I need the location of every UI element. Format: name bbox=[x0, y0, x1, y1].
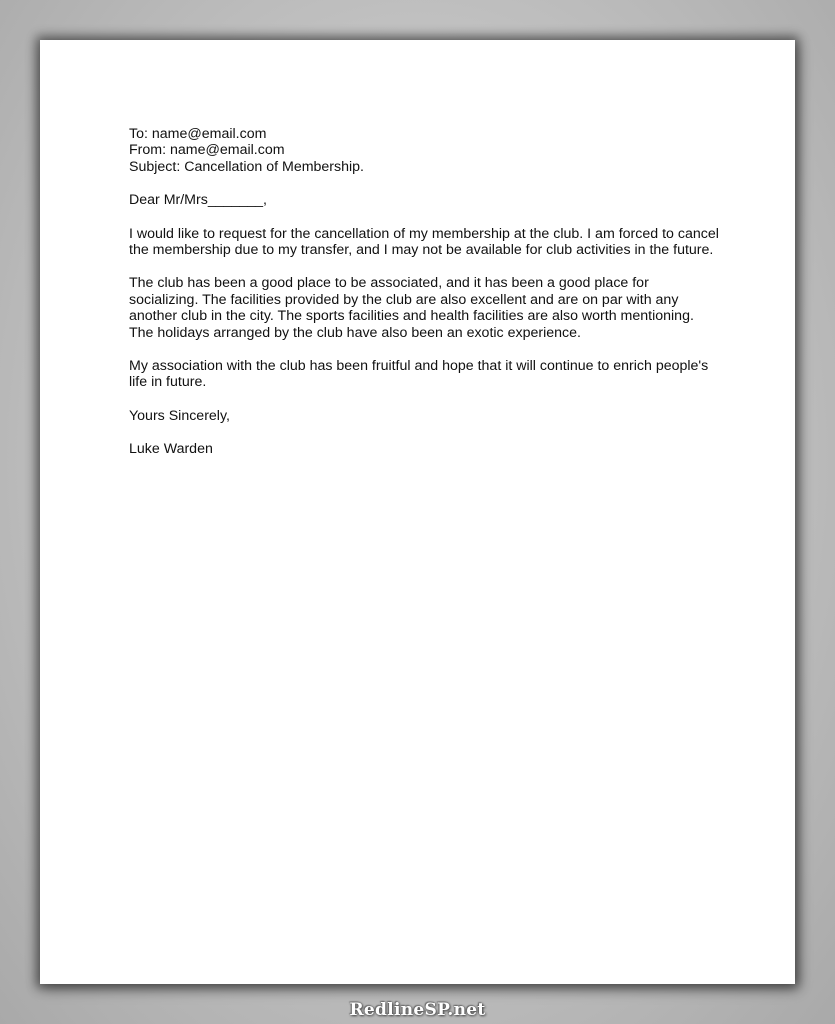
paragraph-1: I would like to request for the cancellation of my membership at the club. I am forced to cancel the membership due to my transfer, and I may not be available for club activities in the future. bbox=[129, 225, 719, 259]
from-line: From: name@email.com bbox=[129, 142, 285, 159]
subject-line: Subject: Cancellation of Membership. bbox=[129, 158, 365, 175]
paragraph-2: The club has been a good place to be associated, and it has been a good place for socializing. The facilities provided by the club are also excellent and are on par with any another club in the city. The sports facilities and health facilities are also worth mentioning. The holidays arranged by the club have also been an exotic experience. bbox=[129, 275, 694, 341]
email-header bbox=[129, 126, 719, 175]
watermark: RedlineSP.net bbox=[349, 1000, 486, 1020]
letter-body bbox=[129, 126, 719, 475]
signature-name: Luke Warden bbox=[129, 441, 213, 458]
closing: Yours Sincerely, bbox=[129, 407, 230, 424]
salutation: Dear Mr/Mrs_______, bbox=[129, 192, 267, 209]
paragraph-3: My association with the club has been fruitful and hope that it will continue to enrich people's life in future. bbox=[129, 358, 709, 391]
document-page bbox=[40, 40, 795, 984]
to-line: To: name@email.com bbox=[129, 126, 267, 142]
